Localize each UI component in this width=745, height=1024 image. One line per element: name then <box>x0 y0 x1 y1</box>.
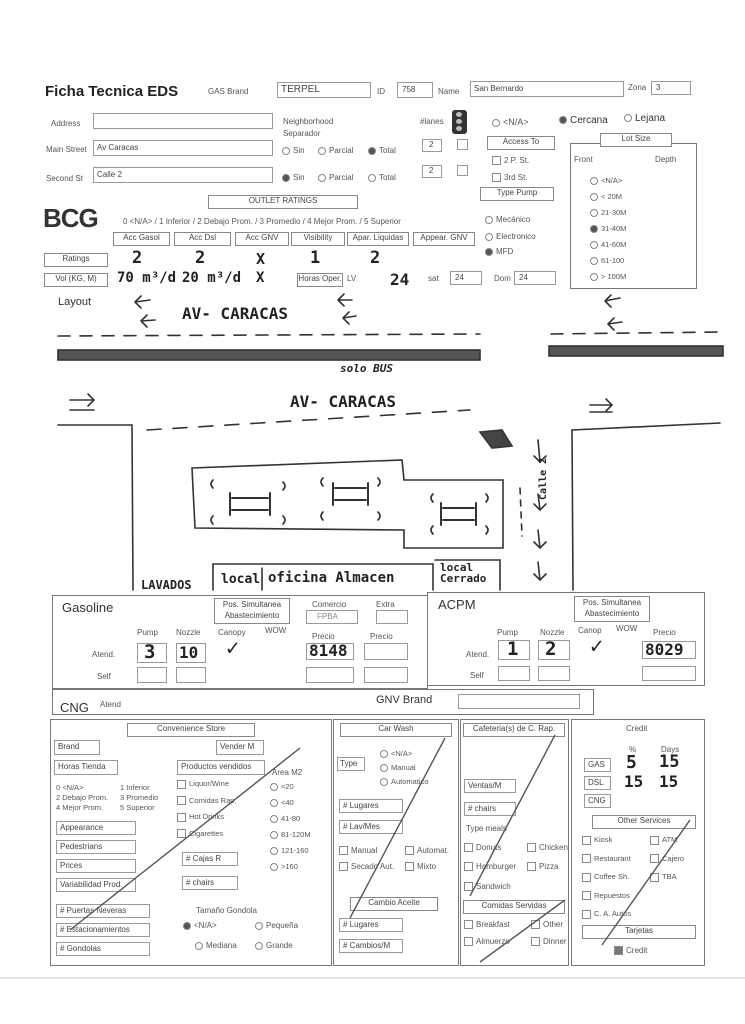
tamano-grande[interactable]: Grande <box>255 941 293 950</box>
item-comidas[interactable]: Comidas Rap. <box>177 796 237 806</box>
credit-gas-pct[interactable]: 5 <box>626 752 637 773</box>
rating-acc-gnv[interactable]: X <box>256 250 266 268</box>
area-opt[interactable]: 81-120M <box>270 830 311 839</box>
services-left: Kiosk Restaurant Coffee Sh. Repuestos C. A. Autos <box>582 835 631 928</box>
gasoline-title: Gasoline <box>62 600 114 615</box>
gasoline-precio-atend[interactable]: 8148 <box>306 643 354 660</box>
cajas-field[interactable]: # Cajas R <box>182 852 238 866</box>
zona-label: Zona <box>628 83 647 92</box>
col-visibility: Visibility <box>291 232 345 246</box>
gasoline-nozzle-label: Nozzle <box>176 628 201 637</box>
area-opt[interactable]: 41-80 <box>270 814 311 823</box>
cambio-aceite-header: Cambio Aceite <box>350 897 438 911</box>
acpm-canopy-label: Canop <box>578 626 602 635</box>
second-sin[interactable]: Sin <box>282 173 305 182</box>
gasoline-precio-label: Precio <box>312 632 335 641</box>
puertas-field[interactable]: # Puertas Neveras <box>56 904 150 918</box>
vol-gasol[interactable]: 70 m³/d <box>117 270 177 286</box>
lot-opt[interactable]: <N/A> <box>590 176 626 185</box>
calle-2-label: Calle 2 <box>538 457 549 500</box>
metric-pedestrians[interactable]: Pedestrians <box>56 840 136 854</box>
meal-sandwich[interactable]: Sandwich <box>464 882 511 891</box>
lot-opt[interactable]: 61-100 <box>590 256 626 265</box>
second-total[interactable]: Total <box>368 173 396 182</box>
carwash-secado[interactable]: Secado Aut. <box>339 862 394 871</box>
acpm-precio-label: Precio <box>653 628 676 637</box>
credit-gas-row[interactable]: GAS <box>584 758 611 772</box>
proximity-cercana[interactable]: Cercana <box>559 115 608 126</box>
tamano-pequena[interactable]: Pequeña <box>255 921 298 930</box>
dom-label: Dom <box>494 274 511 283</box>
lot-depth-label: Depth <box>655 155 677 164</box>
carwash-type-options: <N/A> Manual Automatico <box>380 749 429 791</box>
metric-appearance[interactable]: Appearance <box>56 821 136 835</box>
lot-size-header: Lot Size <box>600 133 672 147</box>
separator-total[interactable]: Total <box>368 146 396 155</box>
comida-breakfast[interactable]: Breakfast <box>464 920 510 929</box>
credit-check[interactable]: Credit <box>614 946 647 955</box>
lot-opt[interactable]: 41-60M <box>590 240 626 249</box>
cafeteria-type-label: Type meals <box>466 824 507 833</box>
store-productos-field[interactable]: Productos vendidos <box>177 760 265 775</box>
gasoline-precio2-label: Precio <box>370 632 393 641</box>
access-2p[interactable]: 2 P. St. <box>492 156 529 165</box>
gasoline-canopy-label: Canopy <box>218 628 246 637</box>
pump-electronico[interactable]: Electronico <box>485 232 536 241</box>
vol-row-label: Vol (KG, M) <box>44 273 108 287</box>
zona-field[interactable]: 3 <box>651 81 691 95</box>
cng-atend-label: Atend <box>100 700 121 709</box>
gondolas-field[interactable]: # Gondolas <box>56 942 150 956</box>
comida-other[interactable]: Other <box>531 920 563 929</box>
horas-oper-label: Horas Oper. <box>297 273 343 287</box>
store-vender-field[interactable]: Vender M <box>216 740 264 755</box>
rating-apar-liquidas[interactable]: 2 <box>370 248 381 268</box>
meal-pizza[interactable]: Pizza <box>527 862 559 871</box>
access-3rd[interactable]: 3rd St. <box>492 173 528 182</box>
second-street-field[interactable]: Calle 2 <box>93 167 273 183</box>
cafeteria-chairs[interactable]: # chairs <box>464 802 516 816</box>
rating-acc-dsl[interactable]: 2 <box>195 248 206 268</box>
building-local: local <box>221 572 261 587</box>
separator-parcial[interactable]: Parcial <box>318 146 353 155</box>
store-brand-field[interactable]: Brand <box>54 740 100 755</box>
comida-almuerzo[interactable]: Almuerzo <box>464 937 510 946</box>
lot-opt[interactable]: 31-40M <box>590 224 626 233</box>
sat-field[interactable]: 24 <box>450 271 482 285</box>
comidas-header: Comidas Servidas <box>463 900 565 914</box>
building-lavados: LAVADOS <box>141 578 192 592</box>
access-to-header: Access To <box>487 136 555 150</box>
second-parcial[interactable]: Parcial <box>318 173 353 182</box>
gasoline-fpba-field[interactable]: FPBA <box>306 610 358 624</box>
gas-brand-label: GAS Brand <box>208 87 249 96</box>
cambio-cambios[interactable]: # Cambios/M <box>339 939 403 953</box>
acpm-wow-label: WOW <box>616 624 638 633</box>
proximity-na[interactable]: <N/A> <box>492 117 529 127</box>
credit-pct-label: % <box>629 745 637 754</box>
gasoline-pump-atend[interactable]: 3 <box>137 643 167 663</box>
sat-label: sat <box>428 274 439 283</box>
separator-sin[interactable]: Sin <box>282 146 305 155</box>
vol-gnv[interactable]: X <box>256 270 265 286</box>
ratings-row-label: Ratings <box>44 253 108 267</box>
gasoline-extra-label: Extra <box>376 600 395 609</box>
rating-acc-gasol[interactable]: 2 <box>132 248 143 268</box>
cng-label: CNG <box>60 700 89 715</box>
item-liquor[interactable]: Liquor/Wine <box>177 779 237 789</box>
lv-value[interactable]: 24 <box>390 270 410 289</box>
main-street-field[interactable]: Av Caracas <box>93 140 273 156</box>
lot-opt[interactable]: > 100M <box>590 272 626 281</box>
carwash-manual[interactable]: Manual <box>339 846 377 855</box>
carwash-lav[interactable]: # Lav/Mes <box>339 820 403 834</box>
gasoline-pos-label: Pos. Simultanea Abastecimiento <box>214 598 290 624</box>
credit-header: Credit <box>626 724 648 733</box>
tarjetas-header: Tarjetas <box>582 925 696 939</box>
chairs-field[interactable]: # chairs <box>182 876 238 890</box>
acpm-precio-atend[interactable]: 8029 <box>642 641 696 659</box>
page-title: Ficha Tecnica EDS <box>45 83 179 100</box>
name-field[interactable]: San Bernardo <box>470 81 624 97</box>
name-label: Name <box>438 87 460 96</box>
tamano-label: Tamaño Gondola <box>196 906 257 915</box>
estacion-field[interactable]: # Estacionamientos <box>56 923 150 937</box>
lot-front-label: Front <box>574 155 593 164</box>
pump-mfd[interactable]: MFD <box>485 247 513 256</box>
other-services-header: Other Services <box>592 815 696 829</box>
street-label-top: AV- CARACAS <box>182 304 288 323</box>
meal-donuts[interactable]: Donuts <box>464 843 501 852</box>
proximity-lejana[interactable]: Lejana <box>624 113 665 124</box>
credit-days-label: Days <box>661 745 680 754</box>
gasoline-self-label: Self <box>97 672 111 681</box>
carwash-mixto[interactable]: Mixto <box>405 862 436 871</box>
ratings-scale: 0 <N/A> / 1 Inferior / 2 Debajo Prom. / 3 Promedio / 4 Mejor Prom. / 5 Superior <box>123 217 401 226</box>
area-label: Area M2 <box>272 768 303 777</box>
gasoline-comercio-label: Comercio <box>312 600 347 609</box>
carwash-autom[interactable]: Automat. <box>405 846 449 855</box>
dom-field[interactable]: 24 <box>514 271 556 285</box>
gasoline-atend-label: Atend. <box>92 650 116 659</box>
acpm-pos-label: Pos. Simultanea Abastecimiento <box>574 596 650 622</box>
services-right: ATM Cajero TBA <box>650 835 684 891</box>
credit-dsl-pct[interactable]: 15 <box>624 772 644 791</box>
acpm-self-label: Self <box>470 671 484 680</box>
rating-visibility[interactable]: 1 <box>310 248 321 268</box>
id-field[interactable]: 758 <box>397 82 433 98</box>
lot-opt[interactable]: 21-30M <box>590 208 626 217</box>
street-label-bottom: AV- CARACAS <box>290 392 396 411</box>
credit-cng-row[interactable]: CNG <box>584 794 611 808</box>
acpm-pump-label: Pump <box>497 628 518 637</box>
area-opt[interactable]: >160 <box>270 862 311 871</box>
acpm-atend-label: Atend. <box>466 650 490 659</box>
address-label: Address <box>51 119 81 128</box>
pump-mecanico[interactable]: Mecánico <box>485 215 530 224</box>
building-oficina: oficina Almacen <box>268 570 395 586</box>
acpm-nozzle-atend[interactable]: 2 <box>538 640 570 660</box>
gasoline-nozzle-atend[interactable]: 10 <box>176 643 206 663</box>
acpm-pump-atend[interactable]: 1 <box>498 640 530 660</box>
acpm-title: ACPM <box>438 597 476 612</box>
lot-opt[interactable]: < 20M <box>590 192 626 201</box>
lv-label: LV <box>347 274 357 283</box>
cambio-lugares[interactable]: # Lugares <box>339 918 403 932</box>
item-cigarettes[interactable]: Cigarettes <box>177 829 237 839</box>
credit-dsl-days[interactable]: 15 <box>659 772 679 791</box>
credit-gas-days[interactable]: 15 <box>659 752 680 772</box>
separator-label: Separador <box>283 129 321 138</box>
carwash-header: Car Wash <box>340 723 452 737</box>
area-opt[interactable]: <20 <box>270 782 311 791</box>
col-appear-gnv: Appear. GNV <box>413 232 475 246</box>
gasoline-pump-label: Pump <box>137 628 158 637</box>
gasoline-wow-label: WOW <box>265 626 287 635</box>
carwash-lugares[interactable]: # Lugares <box>339 799 403 813</box>
metric-prices[interactable]: Prices <box>56 859 136 873</box>
comida-dinner[interactable]: Dinner <box>531 937 567 946</box>
tamano-mediana[interactable]: Mediana <box>195 941 237 950</box>
carwash-type-field[interactable]: Type <box>337 757 365 771</box>
store-header: Convenience Store <box>127 723 255 737</box>
cafeteria-header: Cafeteria(s) de C. Rap. <box>463 723 565 737</box>
meal-hamburger[interactable]: Hamburger <box>464 862 516 871</box>
main-street-label: Main Street <box>46 145 87 154</box>
type-pump-header: Type Pump <box>480 187 554 201</box>
outlet-ratings-header: OUTLET RATINGS <box>208 195 358 209</box>
col-acc-gnv: Acc GNV <box>235 232 289 246</box>
col-acc-gasol: Acc Gasol <box>113 232 170 246</box>
acpm-canopy-check[interactable]: ✓ <box>590 634 604 659</box>
acpm-nozzle-label: Nozzle <box>540 628 565 637</box>
layout-label: Layout <box>58 296 92 308</box>
gas-brand-field[interactable]: TERPEL <box>277 82 371 98</box>
bcg-logo: BCG <box>43 203 98 233</box>
gnv-brand-label: GNV Brand <box>376 694 433 706</box>
vol-dsl[interactable]: 20 m³/d <box>182 270 242 286</box>
neighborhood-label: Neighborhood <box>283 117 334 126</box>
credit-dsl-row[interactable]: DSL <box>584 776 611 790</box>
id-label: ID <box>377 87 385 96</box>
area-opt[interactable]: 121-160 <box>270 846 311 855</box>
metric-variabilidad[interactable]: Variabilidad Prod. <box>56 878 136 892</box>
lanes-label: #lanes <box>420 117 444 126</box>
col-apar-liquidas: Apar. Liquidas <box>347 232 409 246</box>
gasoline-canopy-check[interactable]: ✓ <box>226 636 240 661</box>
area-opt[interactable]: <40 <box>270 798 311 807</box>
second-street-label: Second St <box>46 174 83 183</box>
store-horas-field[interactable]: Horas Tienda <box>54 760 118 775</box>
tamano-na[interactable]: <N/A> <box>183 921 217 930</box>
store-scale-left: 0 <N/A> 2 Debajo Prom. 4 Mejor Prom. <box>56 783 109 812</box>
building-local-cerrado: local Cerrado <box>440 561 487 585</box>
lanes-field-1[interactable]: 2 <box>422 139 442 152</box>
solo-bus-label: solo BUS <box>340 362 393 375</box>
col-acc-dsl: Acc Dsl <box>174 232 231 246</box>
cafeteria-ventas[interactable]: Ventas/M <box>464 779 516 793</box>
item-hot-drinks[interactable]: Hot Drinks <box>177 812 237 822</box>
lanes-field-2[interactable]: 2 <box>422 165 442 178</box>
store-scale-right: 1 Inferior 3 Promedio 5 Superior <box>120 783 159 812</box>
meal-chicken[interactable]: Chicken <box>527 843 568 852</box>
